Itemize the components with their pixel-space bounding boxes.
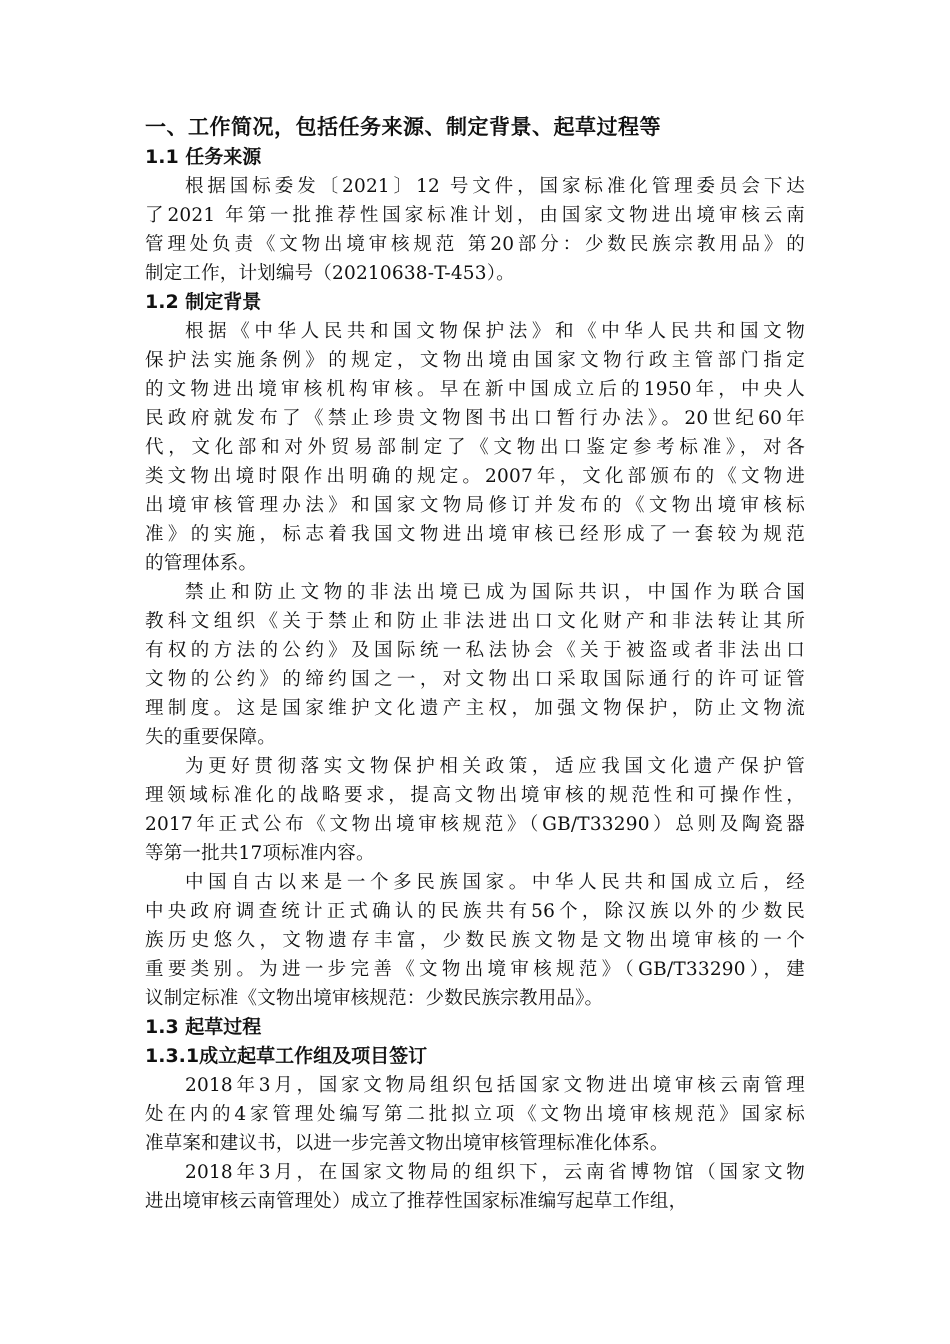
subsection-heading-1-1: 1.1 任务来源: [145, 146, 262, 168]
text-line: 保护法实施条例》的规定，文物出境由国家文物行政主管部门指定: [145, 350, 805, 371]
text-line: 族历史悠久，文物遗存丰富，少数民族文物是文物出境审核的一个: [145, 930, 805, 951]
paragraph-drafting-1: [145, 1071, 805, 1158]
text-line: 准草案和建议书，以进一步完善文物出境审核管理标准化体系。: [145, 1133, 669, 1154]
text-line: 管理处负责《文物出境审核规范 第20部分：少数民族宗教用品》的: [145, 234, 805, 255]
text-line: 失的重要保障。: [145, 727, 276, 748]
text-line: 根据国标委发〔2021〕12 号文件，国家标准化管理委员会下达: [185, 176, 805, 197]
text-line: 2018年3月，国家文物局组织包括国家文物进出境审核云南管理: [185, 1075, 805, 1096]
text-line: 文物的公约》的缔约国之一，对文物出口采取国际通行的许可证管: [145, 669, 805, 690]
document-body: [145, 112, 805, 1216]
text-line: 议制定标准《文物出境审核规范：少数民族宗教用品》。: [145, 988, 604, 1009]
text-line: 制定工作，计划编号（20210638-T-453）。: [145, 263, 515, 284]
text-line: 类文物出境时限作出明确的规定。2007年，文化部颁布的《文物进: [145, 466, 805, 487]
text-line: 根据《中华人民共和国文物保护法》和《中华人民共和国文物: [185, 321, 805, 342]
text-line: 2018年3月，在国家文物局的组织下，云南省博物馆（国家文物: [185, 1162, 805, 1183]
text-line: 民政府就发布了《禁止珍贵文物图书出口暂行办法》。20世纪60年: [145, 408, 805, 429]
text-line: 中央政府调查统计正式确认的民族共有56个，除汉族以外的少数民: [145, 901, 805, 922]
paragraph-background-4: [145, 868, 805, 1013]
paragraph-task-source: [145, 172, 805, 288]
text-line: 进出境审核云南管理处）成立了推荐性国家标准编写起草工作组，: [145, 1191, 688, 1212]
paragraph-background-2: [145, 578, 805, 752]
text-line: 出境审核管理办法》和国家文物局修订并发布的《文物出境审核标: [145, 495, 805, 516]
text-line: 为更好贯彻落实文物保护相关政策，适应我国文化遗产保护管: [185, 756, 805, 777]
text-line: 准》的实施，标志着我国文物进出境审核已经形成了一套较为规范: [145, 524, 805, 545]
text-line: 理领域标准化的战略要求，提高文物出境审核的规范性和可操作性，: [145, 785, 805, 806]
subsection-heading-1-3-1: 1.3.1成立起草工作组及项目签订: [145, 1045, 428, 1067]
text-line: 禁止和防止文物的非法出境已成为国际共识，中国作为联合国: [185, 582, 805, 603]
paragraph-background-3: [145, 752, 805, 868]
text-line: 了2021 年第一批推荐性国家标准计划，由国家文物进出境审核云南: [145, 205, 805, 226]
subsection-heading-1-2: 1.2 制定背景: [145, 291, 262, 313]
subsection-heading-1-3: 1.3 起草过程: [145, 1016, 262, 1038]
text-line: 等第一批共17项标准内容。: [145, 843, 375, 864]
text-line: 代，文化部和对外贸易部制定了《文物出口鉴定参考标准》，对各: [145, 437, 805, 458]
paragraph-drafting-2: [145, 1158, 805, 1216]
text-line: 理制度。这是国家维护文化遗产主权，加强文物保护，防止文物流: [145, 698, 805, 719]
text-line: 中国自古以来是一个多民族国家。中华人民共和国成立后，经: [185, 872, 805, 893]
section-heading-1: 一、工作简况，包括任务来源、制定背景、起草过程等: [145, 115, 661, 139]
text-line: 重要类别。为进一步完善《文物出境审核规范》（GB/T33290），建: [145, 959, 805, 980]
paragraph-background-1: [145, 317, 805, 578]
text-line: 的文物进出境审核机构审核。早在新中国成立后的1950年，中央人: [145, 379, 805, 400]
text-line: 有权的方法的公约》及国际统一私法协会《关于被盗或者非法出口: [145, 640, 805, 661]
text-line: 2017年正式公布《文物出境审核规范》（GB/T33290）总则及陶瓷器: [145, 814, 805, 835]
text-line: 处在内的4家管理处编写第二批拟立项《文物出境审核规范》国家标: [145, 1104, 805, 1125]
text-line: 的管理体系。: [145, 553, 258, 574]
text-line: 教科文组织《关于禁止和防止非法进出口文化财产和非法转让其所: [145, 611, 805, 632]
